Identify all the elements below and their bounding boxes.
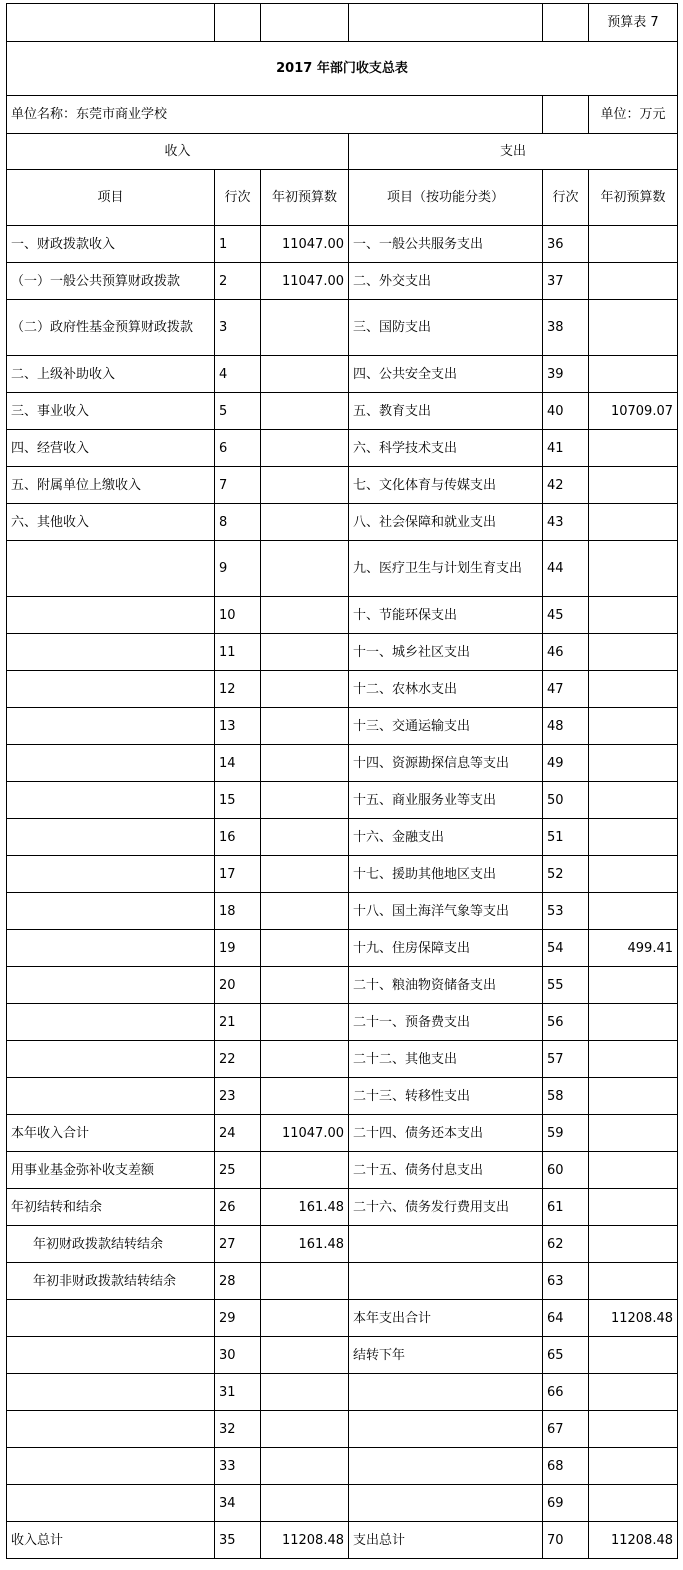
expense-row-no: 60 [543, 1152, 589, 1189]
income-header: 收入 [7, 134, 349, 170]
expense-row-no: 41 [543, 430, 589, 467]
expense-row-no: 37 [543, 263, 589, 300]
income-row-no: 9 [215, 541, 261, 597]
table-row [7, 1152, 678, 1189]
income-item [7, 782, 215, 819]
table-row [7, 930, 678, 967]
expense-item: 二十五、债务付息支出 [349, 1152, 543, 1189]
expense-amount [589, 634, 678, 671]
expense-item: 二十四、债务还本支出 [349, 1115, 543, 1152]
table-row [7, 634, 678, 671]
expense-amount [589, 300, 678, 356]
income-row-no: 13 [215, 708, 261, 745]
income-row-no: 33 [215, 1448, 261, 1485]
expense-item: 二、外交支出 [349, 263, 543, 300]
income-item [7, 671, 215, 708]
expense-budget-header: 年初预算数 [589, 170, 678, 226]
table-title: 2017 年部门收支总表 [7, 42, 678, 96]
income-amount [261, 1152, 349, 1189]
income-row-no: 26 [215, 1189, 261, 1226]
income-amount [261, 1300, 349, 1337]
expense-item [349, 1226, 543, 1263]
income-item: 年初结转和结余 [7, 1189, 215, 1226]
expense-amount [589, 1041, 678, 1078]
table-row [7, 1189, 678, 1226]
expense-item: 十五、商业服务业等支出 [349, 782, 543, 819]
income-row-no: 10 [215, 597, 261, 634]
income-row-no: 12 [215, 671, 261, 708]
expense-row-no-header: 行次 [543, 170, 589, 226]
expense-row-no: 48 [543, 708, 589, 745]
expense-amount [589, 1189, 678, 1226]
table-row [7, 819, 678, 856]
table-row [7, 300, 678, 356]
income-row-no: 30 [215, 1337, 261, 1374]
expense-amount [589, 430, 678, 467]
income-amount [261, 1004, 349, 1041]
expense-item: 六、科学技术支出 [349, 430, 543, 467]
income-amount [261, 1485, 349, 1522]
income-row-no: 15 [215, 782, 261, 819]
expense-item [349, 1448, 543, 1485]
income-row-no: 29 [215, 1300, 261, 1337]
expense-item: 九、医疗卫生与计划生育支出 [349, 541, 543, 597]
income-amount [261, 1263, 349, 1300]
table-row [7, 356, 678, 393]
expense-amount: 11208.48 [589, 1522, 678, 1559]
expense-amount [589, 1004, 678, 1041]
expense-row-no: 61 [543, 1189, 589, 1226]
table-row [7, 1041, 678, 1078]
income-amount: 161.48 [261, 1189, 349, 1226]
income-item [7, 1300, 215, 1337]
expense-amount [589, 1115, 678, 1152]
income-row-no: 34 [215, 1485, 261, 1522]
income-item: 年初非财政拨款结转结余 [7, 1263, 215, 1300]
expense-item: 十六、金融支出 [349, 819, 543, 856]
income-row-no: 19 [215, 930, 261, 967]
income-row-no: 22 [215, 1041, 261, 1078]
income-amount [261, 300, 349, 356]
expense-amount [589, 1411, 678, 1448]
expense-item: 八、社会保障和就业支出 [349, 504, 543, 541]
income-amount [261, 967, 349, 1004]
expense-item: 二十六、债务发行费用支出 [349, 1189, 543, 1226]
income-amount [261, 1411, 349, 1448]
table-row [7, 430, 678, 467]
income-row-no: 28 [215, 1263, 261, 1300]
income-item: 用事业基金弥补收支差额 [7, 1152, 215, 1189]
table-row [7, 1004, 678, 1041]
title-row [7, 42, 678, 96]
income-row-no: 23 [215, 1078, 261, 1115]
expense-item: 十二、农林水支出 [349, 671, 543, 708]
expense-row-no: 38 [543, 300, 589, 356]
income-row-no: 4 [215, 356, 261, 393]
expense-item: 十九、住房保障支出 [349, 930, 543, 967]
expense-amount [589, 1374, 678, 1411]
expense-row-no: 56 [543, 1004, 589, 1041]
table-row [7, 263, 678, 300]
income-amount: 11208.48 [261, 1522, 349, 1559]
expense-amount [589, 708, 678, 745]
expense-amount [589, 504, 678, 541]
income-item: 收入总计 [7, 1522, 215, 1559]
unit-row [7, 96, 678, 134]
expense-item: 七、文化体育与传媒支出 [349, 467, 543, 504]
income-row-no: 24 [215, 1115, 261, 1152]
expense-row-no: 69 [543, 1485, 589, 1522]
income-row-no: 20 [215, 967, 261, 1004]
expense-item: 二十、粮油物资储备支出 [349, 967, 543, 1004]
expense-row-no: 40 [543, 393, 589, 430]
expense-item [349, 1485, 543, 1522]
income-item [7, 708, 215, 745]
income-amount [261, 467, 349, 504]
table-row [7, 1078, 678, 1115]
income-item: 二、上级补助收入 [7, 356, 215, 393]
income-row-no: 8 [215, 504, 261, 541]
income-row-no: 31 [215, 1374, 261, 1411]
expense-row-no: 52 [543, 856, 589, 893]
income-amount [261, 356, 349, 393]
expense-amount [589, 745, 678, 782]
income-amount: 161.48 [261, 1226, 349, 1263]
income-item: 五、附属单位上缴收入 [7, 467, 215, 504]
expense-amount [589, 541, 678, 597]
expense-amount [589, 1078, 678, 1115]
section-header-row [7, 134, 678, 170]
income-item [7, 856, 215, 893]
income-row-no: 3 [215, 300, 261, 356]
income-item [7, 1485, 215, 1522]
expense-item: 本年支出合计 [349, 1300, 543, 1337]
expense-amount [589, 893, 678, 930]
income-amount: 11047.00 [261, 263, 349, 300]
expense-row-no: 64 [543, 1300, 589, 1337]
income-amount: 11047.00 [261, 226, 349, 263]
expense-item [349, 1411, 543, 1448]
expense-row-no: 49 [543, 745, 589, 782]
expense-amount [589, 819, 678, 856]
table-row [7, 1226, 678, 1263]
table-row [7, 393, 678, 430]
income-amount [261, 541, 349, 597]
table-row [7, 671, 678, 708]
expense-row-no: 66 [543, 1374, 589, 1411]
expense-amount [589, 1337, 678, 1374]
income-row-no: 21 [215, 1004, 261, 1041]
income-amount [261, 1078, 349, 1115]
table-row [7, 708, 678, 745]
income-item [7, 819, 215, 856]
expense-row-no: 42 [543, 467, 589, 504]
income-item [7, 1041, 215, 1078]
expense-amount [589, 967, 678, 1004]
expense-row-no: 63 [543, 1263, 589, 1300]
expense-item: 三、国防支出 [349, 300, 543, 356]
table-row [7, 467, 678, 504]
expense-item [349, 1263, 543, 1300]
table-row [7, 226, 678, 263]
expense-amount [589, 1263, 678, 1300]
income-item [7, 634, 215, 671]
income-item [7, 745, 215, 782]
income-row-no-header: 行次 [215, 170, 261, 226]
income-amount: 11047.00 [261, 1115, 349, 1152]
income-row-no: 25 [215, 1152, 261, 1189]
expense-amount [589, 1448, 678, 1485]
expense-amount [589, 263, 678, 300]
table-row [7, 1263, 678, 1300]
income-row-no: 32 [215, 1411, 261, 1448]
income-amount [261, 1448, 349, 1485]
income-amount [261, 634, 349, 671]
column-header-row [7, 170, 678, 226]
expense-row-no: 57 [543, 1041, 589, 1078]
income-amount [261, 393, 349, 430]
expense-amount [589, 356, 678, 393]
income-row-no: 17 [215, 856, 261, 893]
expense-amount: 499.41 [589, 930, 678, 967]
expense-amount [589, 1485, 678, 1522]
expense-item: 十八、国土海洋气象等支出 [349, 893, 543, 930]
expense-row-no: 68 [543, 1448, 589, 1485]
table-row [7, 1374, 678, 1411]
expense-item: 结转下年 [349, 1337, 543, 1374]
income-item: 一、财政拨款收入 [7, 226, 215, 263]
expense-amount [589, 226, 678, 263]
income-amount [261, 856, 349, 893]
expense-row-no: 43 [543, 504, 589, 541]
table-row [7, 1485, 678, 1522]
expense-amount: 11208.48 [589, 1300, 678, 1337]
expense-item: 十、节能环保支出 [349, 597, 543, 634]
income-item [7, 1004, 215, 1041]
income-item [7, 930, 215, 967]
expense-amount: 10709.07 [589, 393, 678, 430]
income-amount [261, 1374, 349, 1411]
income-item [7, 1078, 215, 1115]
expense-row-no: 53 [543, 893, 589, 930]
expense-amount [589, 467, 678, 504]
expense-amount [589, 671, 678, 708]
income-amount [261, 893, 349, 930]
table-row [7, 541, 678, 597]
income-amount [261, 597, 349, 634]
income-amount [261, 819, 349, 856]
expense-row-no: 46 [543, 634, 589, 671]
expense-amount [589, 597, 678, 634]
unit-name: 单位名称：东莞市商业学校 [7, 96, 543, 134]
income-row-no: 11 [215, 634, 261, 671]
income-item: （二）政府性基金预算财政拨款 [7, 300, 215, 356]
expense-row-no: 50 [543, 782, 589, 819]
expense-row-no: 51 [543, 819, 589, 856]
expense-item: 十七、援助其他地区支出 [349, 856, 543, 893]
expense-row-no: 44 [543, 541, 589, 597]
table-row [7, 1337, 678, 1374]
expense-item: 十四、资源勘探信息等支出 [349, 745, 543, 782]
table-row [7, 1411, 678, 1448]
income-row-no: 5 [215, 393, 261, 430]
income-amount [261, 504, 349, 541]
income-item: （一）一般公共预算财政拨款 [7, 263, 215, 300]
income-amount [261, 671, 349, 708]
expense-row-no: 58 [543, 1078, 589, 1115]
income-item [7, 1448, 215, 1485]
expense-row-no: 54 [543, 930, 589, 967]
form-number-row [7, 4, 678, 42]
expense-amount [589, 856, 678, 893]
income-amount [261, 782, 349, 819]
expense-amount [589, 782, 678, 819]
expense-item: 四、公共安全支出 [349, 356, 543, 393]
income-row-no: 14 [215, 745, 261, 782]
income-item: 本年收入合计 [7, 1115, 215, 1152]
expense-row-no: 70 [543, 1522, 589, 1559]
income-row-no: 16 [215, 819, 261, 856]
expense-item: 五、教育支出 [349, 393, 543, 430]
income-amount [261, 1041, 349, 1078]
income-budget-header: 年初预算数 [261, 170, 349, 226]
expense-row-no: 45 [543, 597, 589, 634]
income-amount [261, 708, 349, 745]
expense-amount [589, 1226, 678, 1263]
table-row [7, 967, 678, 1004]
table-row [7, 1522, 678, 1559]
expense-item: 十一、城乡社区支出 [349, 634, 543, 671]
expense-row-no: 62 [543, 1226, 589, 1263]
expense-row-no: 55 [543, 967, 589, 1004]
expense-item: 十三、交通运输支出 [349, 708, 543, 745]
expense-item [349, 1374, 543, 1411]
income-amount [261, 930, 349, 967]
income-item: 年初财政拨款结转结余 [7, 1226, 215, 1263]
income-amount [261, 745, 349, 782]
expense-row-no: 59 [543, 1115, 589, 1152]
income-item [7, 1337, 215, 1374]
income-row-no: 35 [215, 1522, 261, 1559]
income-item-header: 项目 [7, 170, 215, 226]
income-row-no: 18 [215, 893, 261, 930]
income-item: 三、事业收入 [7, 393, 215, 430]
income-item [7, 1411, 215, 1448]
income-item [7, 967, 215, 1004]
budget-table [6, 3, 678, 1559]
table-row [7, 504, 678, 541]
form-number: 预算表 7 [589, 4, 678, 42]
income-item [7, 1374, 215, 1411]
expense-item: 二十一、预备费支出 [349, 1004, 543, 1041]
table-row [7, 1115, 678, 1152]
table-row [7, 782, 678, 819]
table-row [7, 856, 678, 893]
expense-row-no: 47 [543, 671, 589, 708]
table-row [7, 1448, 678, 1485]
income-item [7, 893, 215, 930]
income-row-no: 6 [215, 430, 261, 467]
unit-label: 单位：万元 [589, 96, 678, 134]
table-row [7, 1300, 678, 1337]
expense-item-header: 项目（按功能分类） [349, 170, 543, 226]
income-row-no: 7 [215, 467, 261, 504]
income-row-no: 2 [215, 263, 261, 300]
income-item: 六、其他收入 [7, 504, 215, 541]
income-row-no: 27 [215, 1226, 261, 1263]
table-row [7, 893, 678, 930]
expense-item: 二十三、转移性支出 [349, 1078, 543, 1115]
expense-row-no: 39 [543, 356, 589, 393]
income-row-no: 1 [215, 226, 261, 263]
income-item [7, 541, 215, 597]
expense-row-no: 67 [543, 1411, 589, 1448]
table-row [7, 597, 678, 634]
expense-row-no: 65 [543, 1337, 589, 1374]
expense-item: 二十二、其他支出 [349, 1041, 543, 1078]
income-item: 四、经营收入 [7, 430, 215, 467]
expense-row-no: 36 [543, 226, 589, 263]
income-amount [261, 430, 349, 467]
income-item [7, 597, 215, 634]
expense-item: 一、一般公共服务支出 [349, 226, 543, 263]
expense-item: 支出总计 [349, 1522, 543, 1559]
table-row [7, 745, 678, 782]
expense-header: 支出 [349, 134, 678, 170]
income-amount [261, 1337, 349, 1374]
expense-amount [589, 1152, 678, 1189]
